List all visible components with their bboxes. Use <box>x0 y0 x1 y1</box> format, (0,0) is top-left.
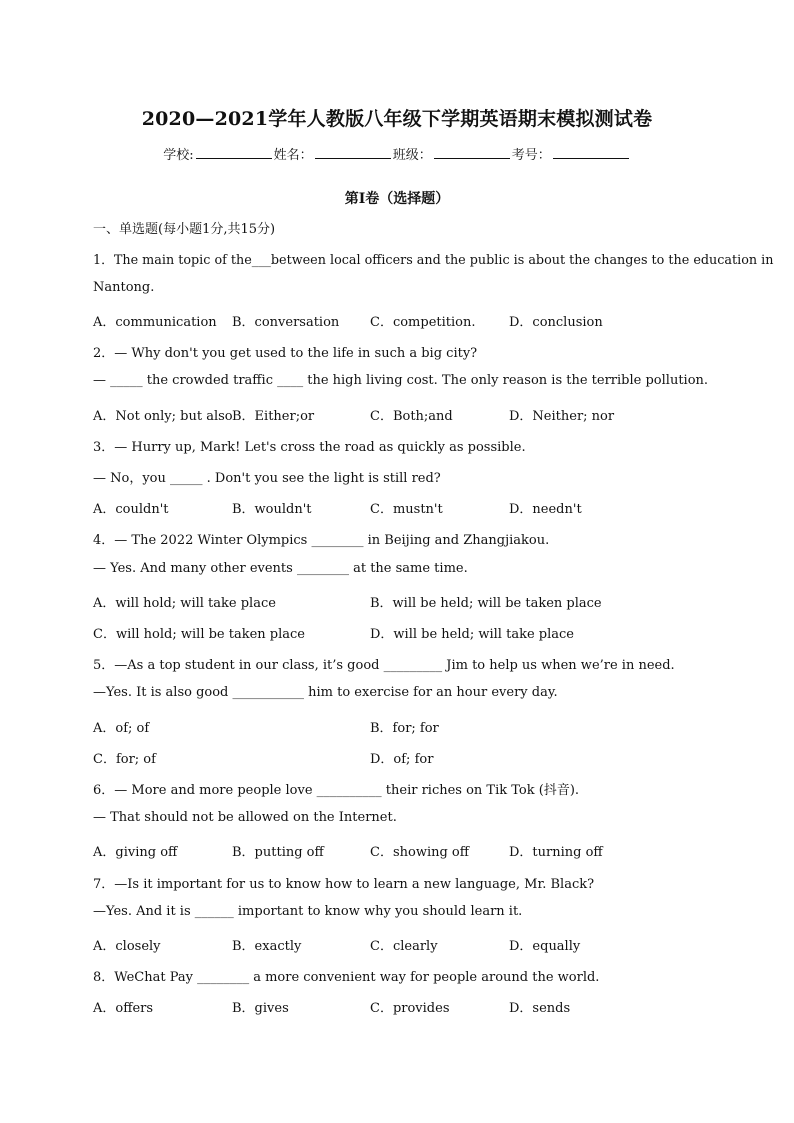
question-7-line-2: —Yes. And it is ______ important to know why you should learn it. <box>93 904 523 919</box>
question-4-option-d[interactable]: D．will be held; will take place <box>370 627 574 642</box>
exam-title: 2020—2021学年人教版八年级下学期英语期末模拟测试卷 <box>141 108 653 130</box>
question-1-line-2: Nantong. <box>93 280 155 295</box>
question-8-option-c[interactable]: C．provides <box>370 1001 450 1016</box>
question-3-option-c[interactable]: C．mustn't <box>370 502 443 517</box>
question-4-option-a[interactable]: A．will hold; will take place <box>93 596 276 611</box>
question-2-line-1: 2．— Why don't you get used to the life in such a big city? <box>93 346 478 361</box>
question-5-line-2: —Yes. It is also good ___________ him to exercise for an hour every day. <box>93 685 558 700</box>
question-3-option-d[interactable]: D．needn't <box>509 502 582 517</box>
question-1-option-c[interactable]: C．competition. <box>370 315 476 330</box>
class-blank[interactable] <box>434 146 510 159</box>
school-blank[interactable] <box>196 146 272 159</box>
question-6-line-1: 6．— More and more people love __________ their riches on Tik Tok (抖音). <box>93 783 580 798</box>
question-5-option-b[interactable]: B．for; for <box>370 721 439 736</box>
question-4-line-2: — Yes. And many other events ________ at the same time. <box>93 561 468 576</box>
question-1-option-d[interactable]: D．conclusion <box>509 315 603 330</box>
question-6-option-d[interactable]: D．turning off <box>509 845 603 860</box>
question-4-option-b[interactable]: B．will be held; will be taken place <box>370 596 602 611</box>
question-2-line-2: — _____ the crowded traffic ____ the high living cost. The only reason is the terrible pollution. <box>93 373 709 388</box>
question-7-option-c[interactable]: C．clearly <box>370 939 438 954</box>
part-title: 第I卷（选择题） <box>344 191 450 207</box>
question-5-option-c[interactable]: C．for; of <box>93 752 156 767</box>
question-8-option-b[interactable]: B．gives <box>232 1001 289 1016</box>
name-blank[interactable] <box>315 146 391 159</box>
question-1-option-b[interactable]: B．conversation <box>232 315 340 330</box>
question-8-option-d[interactable]: D．sends <box>509 1001 571 1016</box>
question-6-option-a[interactable]: A．giving off <box>93 845 178 860</box>
exam-number-label: 考号： <box>511 148 551 163</box>
question-5-option-a[interactable]: A．of; of <box>93 721 150 736</box>
school-label: 学校: <box>163 148 194 163</box>
question-6-line-2: — That should not be allowed on the Internet. <box>93 810 397 825</box>
class-label: 班级： <box>392 148 432 163</box>
question-8-option-a[interactable]: A．offers <box>93 1001 154 1016</box>
question-7-option-b[interactable]: B．exactly <box>232 939 302 954</box>
question-1-option-a[interactable]: A．communication <box>93 315 217 330</box>
exam-number-blank[interactable] <box>553 146 629 159</box>
question-3-option-a[interactable]: A．couldn't <box>93 502 169 517</box>
question-7-line-1: 7．—Is it important for us to know how to learn a new language, Mr. Black? <box>93 877 595 892</box>
question-4-line-1: 4．— The 2022 Winter Olympics ________ in Beijing and Zhangjiakou. <box>93 533 550 548</box>
question-1-line-1: 1．The main topic of the___between local officers and the public is about the changes to the education in <box>93 253 774 268</box>
section-title: 一、单选题(每小题1分,共15分) <box>93 222 276 237</box>
question-6-option-b[interactable]: B．putting off <box>232 845 324 860</box>
question-2-option-a[interactable]: A．Not only; but also <box>93 409 233 424</box>
question-3-option-b[interactable]: B．wouldn't <box>232 502 312 517</box>
question-7-option-a[interactable]: A．closely <box>93 939 161 954</box>
question-3-line-1: 3．— Hurry up, Mark! Let's cross the road as quickly as possible. <box>93 440 526 455</box>
question-2-option-b[interactable]: B．Either;or <box>232 409 315 424</box>
question-2-option-d[interactable]: D．Neither; nor <box>509 409 615 424</box>
question-7-option-d[interactable]: D．equally <box>509 939 581 954</box>
question-6-option-c[interactable]: C．showing off <box>370 845 469 860</box>
question-4-option-c[interactable]: C．will hold; will be taken place <box>93 627 306 642</box>
student-info-row <box>0 144 794 163</box>
name-label: 姓名： <box>273 148 313 163</box>
question-2-option-c[interactable]: C．Both;and <box>370 409 453 424</box>
question-8-line-1: 8．WeChat Pay ________ a more convenient way for people around the world. <box>93 970 600 985</box>
question-3-line-2: — No，you _____ . Don't you see the light is still red? <box>93 471 441 486</box>
question-5-line-1: 5．—As a top student in our class, it’s good _________ Jim to help us when we’re in need. <box>93 658 675 673</box>
question-5-option-d[interactable]: D．of; for <box>370 752 434 767</box>
